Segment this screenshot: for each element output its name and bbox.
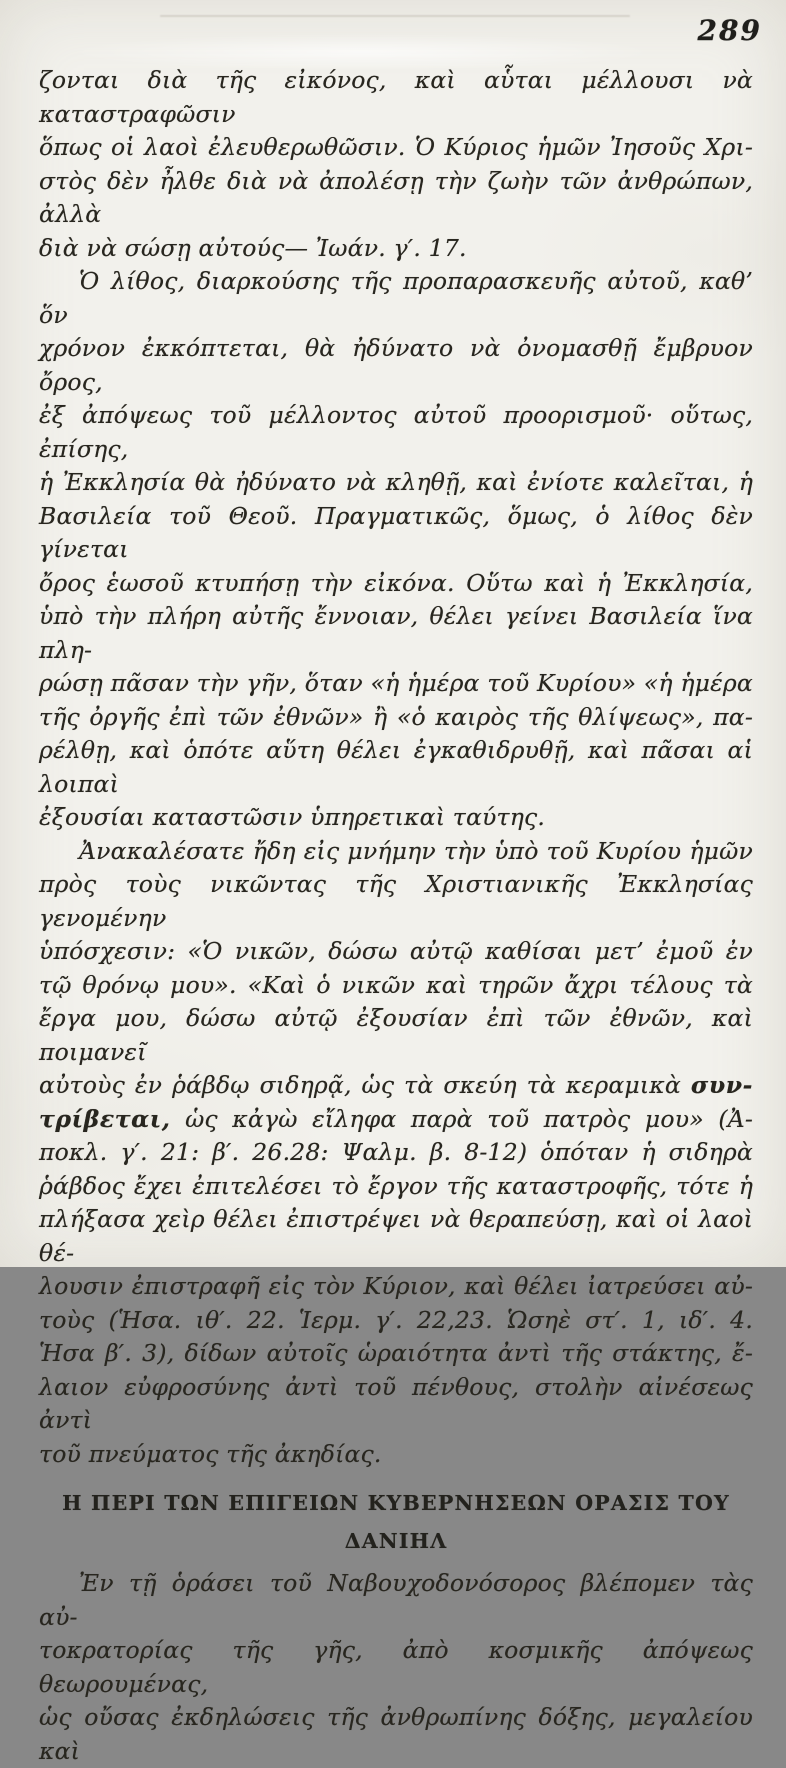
text-line: ῥάβδος ἔχει ἐπιτελέσει τὸ ἔργον τῆς καταστροφῆς, τότε ἡ [39,1171,753,1200]
text-line: ἐξουσίαι καταστῶσιν ὑπηρετικαὶ ταύτης. [39,803,546,831]
text-line: ΔΑΝΙΗΛ [344,1529,448,1553]
text-line: ἔργα μου, δώσω αὐτῷ ἐξουσίαν ἐπὶ τῶν ἐθνῶν, καὶ ποιμανεῖ [39,1004,753,1066]
text-line: ὑπόσχεσιν: «Ὁ νικῶν, δώσω αὐτῷ καθίσαι μετ’ ἐμοῦ ἐν [39,937,753,965]
paragraph [39,64,753,265]
text-line: πρὸς τοὺς νικῶντας τῆς Χριστιανικῆς Ἐκκλησίας γενομένην [39,870,753,932]
text-line: ποκλ. γ′. 21: β′. 26.28: Ψαλμ. β. 8-12) ὁπόταν ἡ σιδηρὰ [39,1138,753,1166]
text-line: ὑπὸ τὴν πλήρη αὐτῆς ἔννοιαν, θέλει γείνει Βασιλεία ἵνα πλη- [39,602,753,664]
text-line: τοῦ πνεύματος τῆς ἀκηδίας. [39,1439,382,1468]
text-line: ρώσῃ πᾶσαν τὴν γῆν, ὅταν «ἡ ἡμέρα τοῦ Κυρίου» «ἡ ἡμέρα [39,669,753,697]
text-line: τρίβεται, ὡς κἀγὼ εἴληφα παρὰ τοῦ πατρὸς μου» (Ἀ- [39,1104,753,1133]
text-line: ὡς οὔσας ἐκδηλώσεις τῆς ἀνθρωπίνης δόξης, μεγαλείου καὶ [39,1703,753,1765]
text-line: χρόνον ἐκκόπτεται, θὰ ἠδύνατο νὰ ὀνομασθῇ ἔμβρυον ὄρος, [39,334,753,396]
text-line: ὄρος ἑωσοῦ κτυπήσῃ τὴν εἰκόνα. Οὕτω καὶ ἡ Ἐκκλησία, [39,568,753,597]
text-line: ρέλθῃ, καὶ ὁπότε αὕτη θέλει ἐγκαθιδρυθῇ, καὶ πᾶσαι αἱ λοιπαὶ [39,736,753,798]
text-line: στὸς δὲν ἦλθε διὰ νὰ ἀπολέσῃ τὴν ζωὴν τῶν ἀνθρώπων, ἀλλὰ [39,166,753,228]
text-line: Ὁ λίθος, διαρκούσης τῆς προπαρασκευῆς αὐτοῦ, καθ’ ὅν [39,267,753,329]
paragraph [39,265,753,835]
paragraph [39,1567,753,1768]
text-line: διὰ νὰ σώσῃ αὐτούς— Ἰωάν. γ′. 17. [39,233,467,262]
text-line: ζονται διὰ τῆς εἰκόνος, καὶ αὗται μέλλουσι νὰ καταστραφῶσιν [39,66,753,128]
text-line: ἡ Ἐκκλησία θὰ ἠδύνατο νὰ κληθῇ, καὶ ἐνίοτε καλεῖται, ἡ [39,468,753,496]
text-line: Ἀνακαλέσατε ἤδη εἰς μνήμην τὴν ὑπὸ τοῦ Κυρίου ἡμῶν [79,836,753,865]
text-line: λαιον εὐφροσύνης ἀντὶ τοῦ πένθους, στολὴν αἰνέσεως ἀντὶ [39,1372,753,1434]
text-line: Ἐν τῇ ὁράσει τοῦ Ναβουχοδονόσορος βλέπομεν τὰς αὐ- [39,1569,753,1631]
page-number: 289 [697,14,762,47]
text-line: Η ΠΕΡΙ ΤΩΝ ΕΠΙΓΕΙΩΝ ΚΥΒΕΡΝΗΣΕΩΝ ΟΡΑΣΙΣ ΤΟΥ [62,1491,730,1515]
section-heading [39,1484,753,1560]
text-line: τοὺς (Ἡσα. ιθ′. 22. Ἱερμ. γ′. 22,23. Ὡσηὲ στ′. 1, ιδ′. 4. [39,1305,753,1334]
text-line: αὐτοὺς ἐν ῥάβδῳ σιδηρᾷ, ὡς τὰ σκεύη τὰ κεραμικὰ συν- [39,1071,753,1099]
text-line: λουσιν ἐπιστραφῆ εἰς τὸν Κύριον, καὶ θέλει ἰατρεύσει αὐ- [39,1272,753,1300]
text-line: ὅπως οἱ λαοὶ ἐλευθερωθῶσιν. Ὁ Κύριος ἡμῶν Ἰησοῦς Χρι- [39,133,753,161]
text-line: Βασιλεία τοῦ Θεοῦ. Πραγματικῶς, ὅμως, ὁ λίθος δὲν γίνεται [39,501,753,563]
text-line: πλήξασα χεὶρ θέλει ἐπιστρέψει νὰ θεραπεύσῃ, καὶ οἱ λαοὶ θέ- [39,1205,753,1267]
text-line: Ἡσα β′. 3), δίδων αὐτοῖς ὡραιότητα ἀντὶ τῆς στάκτης, ἔ- [39,1339,753,1367]
text-line: ἐξ ἀπόψεως τοῦ μέλλοντος αὐτοῦ προορισμοῦ· οὕτως, ἐπίσης, [39,401,753,463]
paragraph [39,835,753,1472]
text-line: τοκρατορίας τῆς γῆς, ἀπὸ κοσμικῆς ἀπόψεως θεωρουμένας, [39,1636,753,1698]
text-line: τῷ θρόνῳ μου». «Καὶ ὁ νικῶν καὶ τηρῶν ἄχρι τέλους τὰ [39,970,753,999]
text-line: τῆς ὀργῆς ἐπὶ τῶν ἐθνῶν» ἢ «ὁ καιρὸς τῆς θλίψεως», πα- [39,702,753,731]
text-block [39,64,753,1768]
